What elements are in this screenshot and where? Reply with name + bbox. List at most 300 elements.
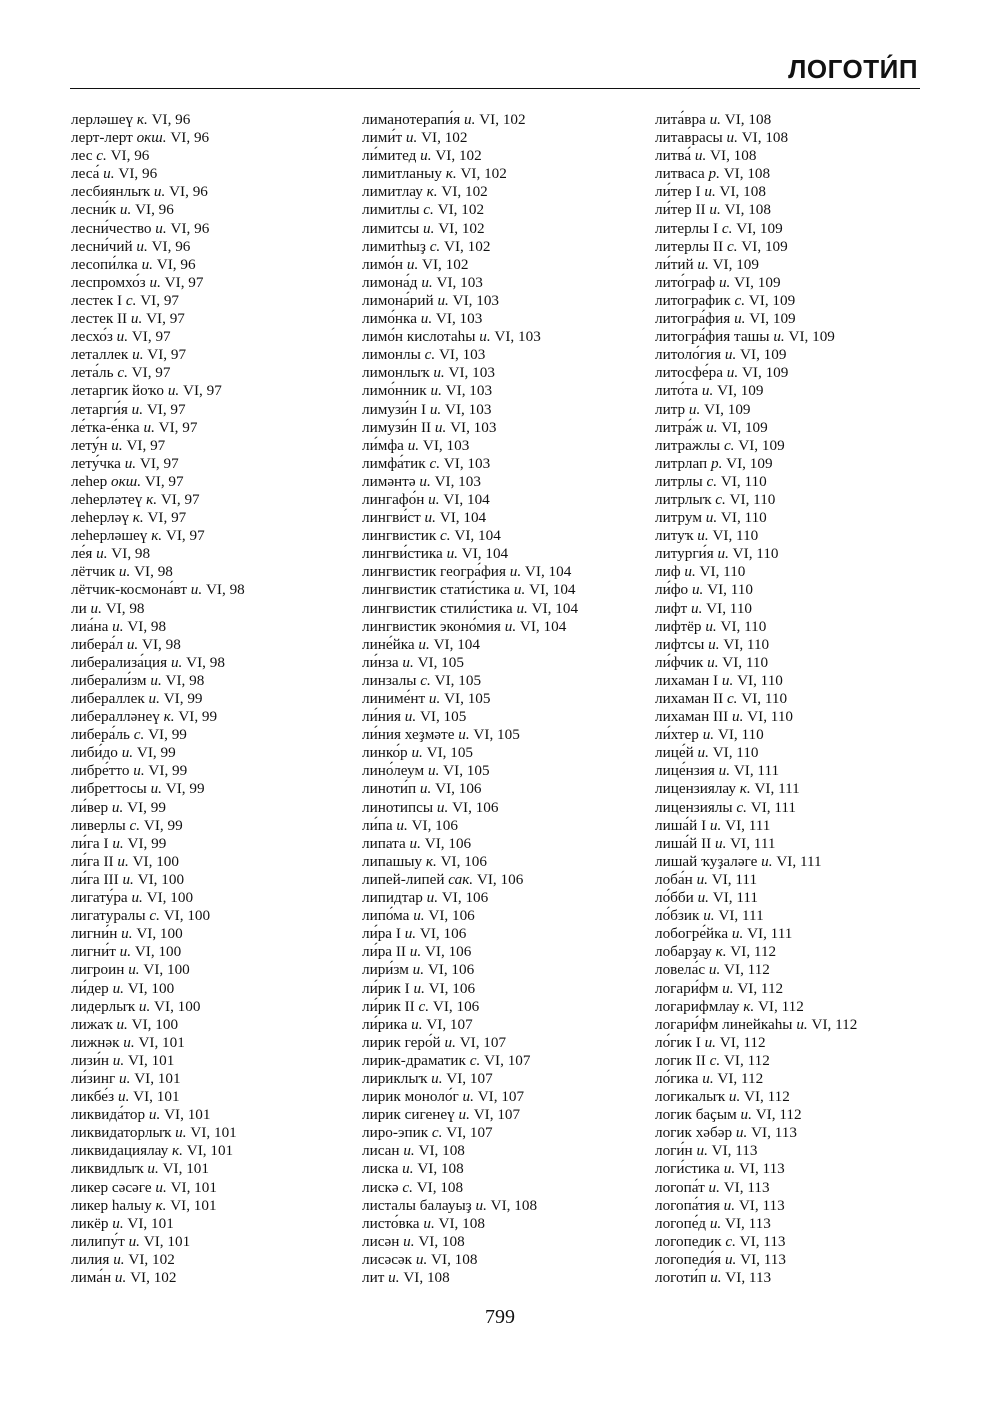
entry-ref: VI, 110 [720, 472, 767, 490]
entry-word: логопеди́я [655, 1250, 722, 1268]
index-entry [362, 618, 578, 636]
entry-ref: VI, 108 [418, 1232, 465, 1250]
index-entry [71, 889, 245, 907]
entry-pos: и. [423, 1214, 435, 1232]
index-entry [71, 871, 245, 889]
entry-word: ловела́с [655, 961, 706, 979]
index-entry [71, 455, 245, 473]
entry-word: лингвистик стати́стика [362, 581, 511, 599]
entry-pos: и. [702, 1069, 714, 1087]
entry-ref: VI, 109 [749, 310, 796, 328]
entry-pos: и. [694, 147, 707, 165]
index-entry [71, 1215, 245, 1233]
entry-pos: и. [724, 1250, 737, 1268]
entry-pos: и. [112, 1214, 124, 1232]
entry-pos: и. [420, 147, 432, 165]
entry-word: линко́р [362, 744, 408, 762]
entry-pos: с. [726, 237, 738, 255]
index-entry [71, 419, 245, 437]
entry-word: либреттосы [71, 780, 147, 798]
index-entry [655, 437, 857, 455]
entry-pos: и. [731, 708, 744, 726]
entry-ref: VI, 100 [136, 925, 183, 943]
entry-ref: VI, 104 [454, 527, 501, 545]
entry-ref: VI, 101 [127, 1214, 174, 1232]
entry-word: лимитлы [362, 201, 420, 219]
entry-word: логик хәбәр [655, 1124, 733, 1142]
index-entry [362, 310, 578, 328]
index-entry [655, 672, 857, 690]
index-entry [362, 762, 578, 780]
index-entry [655, 165, 857, 183]
entry-word: линиме́нт [362, 690, 426, 707]
entry-ref: VI, 99 [148, 726, 187, 744]
index-entry [71, 238, 245, 256]
entry-word: логоти́п [655, 1269, 707, 1286]
entry-ref: VI, 101 [133, 1088, 180, 1106]
entry-ref: VI, 98 [111, 545, 151, 563]
entry-word: лито́та [655, 382, 699, 400]
entry-pos: и. [123, 1033, 135, 1051]
entry-pos: и. [175, 1124, 187, 1142]
entry-pos: с. [420, 671, 431, 689]
entry-pos: и. [513, 581, 526, 599]
entry-word: либре́тто [71, 762, 130, 780]
entry-ref: VI, 100 [134, 943, 182, 961]
entry-pos: и. [458, 726, 470, 744]
entry-ref: VI, 106 [428, 907, 475, 925]
index-entry [362, 401, 578, 419]
entry-pos: с. [736, 798, 747, 816]
entry-ref: VI, 113 [751, 1124, 797, 1142]
entry-pos: и. [761, 852, 773, 870]
entry-pos: сак. [448, 870, 474, 888]
entry-pos: и. [734, 310, 746, 328]
entry-pos: и. [170, 653, 183, 671]
entry-pos: и. [697, 889, 709, 907]
entry-ref: VI, 110 [720, 509, 767, 527]
entry-ref: VI, 111 [776, 852, 822, 870]
entry-pos: и. [419, 472, 431, 490]
index-entry [362, 799, 578, 817]
entry-word: лими́т [362, 129, 403, 147]
entry-ref: VI, 108 [490, 1196, 538, 1214]
index-entry [362, 943, 578, 961]
entry-pos: и. [707, 653, 719, 671]
entry-word: ли́тер II [655, 201, 706, 219]
index-entry [655, 1106, 857, 1124]
entry-word: ли́га I [71, 834, 109, 852]
index-entry [362, 1034, 578, 1052]
entry-pos: и. [710, 1269, 722, 1286]
entry-ref: VI, 97 [147, 509, 187, 527]
entry-word: лихаман II [655, 690, 724, 707]
entry-word: лита́вра [655, 111, 706, 128]
entry-ref: VI, 101 [186, 1142, 234, 1160]
entry-pos: и. [726, 364, 739, 382]
index-entry [362, 835, 578, 853]
entry-pos: р. [710, 454, 723, 472]
entry-word: лесни́чество [71, 219, 152, 237]
index-entry [655, 346, 857, 364]
entry-ref: VI, 108 [719, 183, 766, 201]
entry-ref: VI, 99 [178, 708, 218, 726]
entry-word: лерт-лерт [71, 129, 133, 147]
entry-pos: и. [153, 183, 166, 201]
entry-pos: и. [167, 382, 180, 400]
entry-pos: и. [426, 889, 439, 907]
entry-pos: и. [462, 1088, 474, 1106]
entry-pos: и. [434, 418, 447, 436]
entry-pos: и. [413, 979, 425, 997]
index-entry [655, 980, 857, 998]
index-entry [71, 1124, 245, 1142]
index-entry [71, 473, 245, 491]
index-entry [362, 527, 578, 545]
index-entry [71, 1179, 245, 1197]
entry-ref: VI, 109 [726, 454, 773, 472]
index-entry [362, 1197, 578, 1215]
index-entry [362, 419, 578, 437]
entry-word: литва́ [655, 147, 692, 165]
index-entry [71, 1070, 245, 1088]
entry-pos: и. [446, 545, 458, 563]
index-entry [655, 1160, 857, 1178]
index-entry [362, 817, 578, 835]
entry-pos: с. [440, 527, 451, 545]
index-entry [362, 473, 578, 491]
entry-word: логопедик [655, 1232, 722, 1250]
entry-word: ли́нза [362, 653, 399, 671]
index-entry [71, 654, 245, 672]
entry-word: лингви́ст [362, 509, 421, 527]
entry-ref: VI, 103 [435, 310, 483, 328]
entry-ref: VI, 96 [118, 165, 158, 183]
entry-pos: и. [138, 997, 151, 1015]
index-entry [362, 382, 578, 400]
entry-word: лице́нзия [655, 762, 715, 780]
entry-pos: и. [402, 653, 414, 671]
entry-word: логик II [655, 1051, 706, 1069]
index-entry [71, 817, 245, 835]
entry-word: лириклыҡ [362, 1069, 428, 1087]
index-entry [71, 980, 245, 998]
index-entry [71, 111, 245, 129]
entry-ref: VI, 102 [460, 165, 507, 183]
entry-word: лигни́н [71, 925, 118, 943]
entry-ref: VI, 108 [418, 1142, 465, 1160]
index-entry [362, 925, 578, 943]
index-entry [655, 1197, 857, 1215]
entry-ref: VI, 103 [450, 418, 497, 436]
entry-word: логари́фм [655, 979, 719, 997]
index-entry [655, 925, 857, 943]
entry-word: лесни́к [71, 201, 117, 219]
entry-ref: VI, 106 [440, 852, 487, 870]
index-entry [362, 129, 578, 147]
entry-ref: VI, 110 [732, 545, 779, 563]
entry-pos: и. [411, 744, 423, 762]
index-entry [655, 853, 857, 871]
entry-pos: и. [412, 961, 425, 979]
entry-word: леһер [71, 472, 108, 490]
entry-pos: с. [402, 1178, 413, 1196]
index-entry [71, 1034, 245, 1052]
entry-pos: окш. [111, 472, 142, 490]
index-entry [362, 455, 578, 473]
index-entry [362, 346, 578, 364]
entry-ref: VI, 98 [105, 599, 145, 617]
entry-pos: и. [136, 237, 148, 255]
index-entry [655, 310, 857, 328]
entry-ref: VI, 106 [427, 961, 475, 979]
entry-word: лилия [71, 1250, 110, 1268]
index-entry [655, 780, 857, 798]
entry-pos: и. [796, 1015, 808, 1033]
entry-ref: VI, 103 [436, 273, 483, 291]
entry-ref: VI, 110 [723, 635, 770, 653]
entry-word: литерлы I [655, 219, 719, 237]
entry-ref: VI, 105 [443, 762, 490, 780]
entry-ref: VI, 112 [744, 1088, 790, 1106]
index-entry [655, 129, 857, 147]
entry-word: лиф [655, 563, 681, 581]
index-entry [71, 328, 245, 346]
entry-word: лету́чка [71, 454, 121, 472]
index-entry [71, 509, 245, 527]
entry-word: лимәнтә [362, 472, 416, 490]
entry-pos: и. [409, 943, 422, 961]
entry-pos: и. [717, 545, 729, 563]
entry-ref: VI, 110 [722, 653, 769, 671]
entry-ref: VI, 108 [403, 1269, 450, 1286]
entry-word: лоба́н [655, 870, 693, 888]
index-entry [71, 581, 245, 599]
index-entry [362, 364, 578, 382]
index-entry [655, 1233, 857, 1251]
entry-pos: и. [428, 690, 441, 707]
entry-word: ли́ра I [362, 925, 401, 943]
entry-pos: и. [691, 581, 704, 599]
entry-ref: VI, 103 [445, 400, 492, 418]
index-entry [362, 220, 578, 238]
index-entry [71, 780, 245, 798]
entry-word: лицензиялау [655, 780, 736, 798]
entry-ref: VI, 100 [154, 997, 201, 1015]
entry-pos: и. [504, 617, 517, 635]
entry-ref: VI, 113 [725, 1214, 771, 1232]
entry-pos: и. [147, 1160, 159, 1178]
entry-ref: VI, 104 [519, 617, 567, 635]
entry-word: ли́тер I [655, 183, 701, 201]
entry-word: леталлек [71, 346, 129, 364]
entry-pos: и. [130, 310, 143, 328]
entry-ref: VI, 100 [146, 889, 194, 907]
entry-pos: и. [475, 1196, 487, 1214]
index-entry [71, 1142, 245, 1160]
entry-pos: с. [117, 364, 128, 382]
index-entry [655, 147, 857, 165]
index-entry [655, 1142, 857, 1160]
entry-word: лирик-драматик [362, 1051, 466, 1069]
index-entry [71, 183, 245, 201]
entry-word: лифтёр [655, 617, 702, 635]
entry-ref: VI, 99 [143, 816, 183, 834]
index-entry [655, 1251, 857, 1269]
entry-pos: и. [722, 979, 734, 997]
entry-word: лицензиялы [655, 798, 733, 816]
index-entry [362, 1142, 578, 1160]
index-entry [362, 690, 578, 708]
entry-pos: и. [714, 834, 727, 852]
index-entry [71, 310, 245, 328]
entry-pos: и. [420, 310, 433, 328]
entry-ref: VI, 111 [747, 925, 793, 943]
entry-pos: и. [132, 346, 144, 364]
entry-ref: VI, 102 [435, 147, 482, 165]
index-entry [362, 147, 578, 165]
entry-pos: и. [413, 907, 425, 925]
entry-word: ло́гик I [655, 1033, 701, 1051]
entry-ref: VI, 111 [750, 798, 797, 816]
entry-ref: VI, 99 [127, 834, 167, 852]
index-entry [362, 1070, 578, 1088]
entry-word: логопе́д [655, 1214, 707, 1232]
entry-word: летарги́я [71, 400, 128, 418]
entry-word: логи́стика [655, 1160, 720, 1178]
entry-pos: с. [418, 997, 430, 1015]
entry-pos: и. [430, 382, 442, 400]
entry-word: литоло́гия [655, 346, 722, 364]
entry-word: лиша́й I [655, 816, 707, 834]
index-entry [655, 183, 857, 201]
entry-pos: с. [725, 1232, 736, 1250]
entry-ref: VI, 104 [433, 635, 480, 653]
index-entry [362, 165, 578, 183]
entry-word: ли́ния хеҙмәте [362, 726, 455, 744]
entry-pos: и. [723, 1160, 736, 1178]
entry-pos: и. [111, 436, 123, 454]
entry-pos: и. [702, 726, 715, 744]
entry-ref: VI, 111 [754, 780, 800, 798]
index-entry [362, 654, 578, 672]
entry-ref: VI, 105 [434, 671, 482, 689]
entry-word: листалы балауыҙ [362, 1196, 472, 1214]
entry-pos: и. [131, 400, 144, 418]
page-number: 799 [485, 1306, 515, 1328]
index-entry [362, 1160, 578, 1178]
entry-pos: и. [190, 581, 203, 599]
entry-pos: к. [163, 708, 175, 726]
entry-word: логари́фм линейкаһы [655, 1015, 793, 1033]
entry-ref: VI, 111 [711, 870, 758, 888]
entry-ref: VI, 112 [737, 979, 784, 997]
index-entry [71, 618, 245, 636]
entry-pos: к. [136, 111, 148, 128]
index-entry [655, 654, 857, 672]
entry-ref: VI, 97 [139, 454, 179, 472]
index-entry [71, 925, 245, 943]
entry-pos: и. [697, 527, 709, 545]
entry-ref: VI, 104 [531, 599, 579, 617]
entry-word: линоти́п [362, 780, 417, 798]
entry-pos: и. [718, 273, 731, 291]
entry-ref: VI, 106 [476, 870, 524, 888]
index-entry [655, 1179, 857, 1197]
entry-word: ли́рик II [362, 997, 415, 1015]
entry-word: лит [362, 1269, 385, 1286]
index-entry [362, 491, 578, 509]
entry-ref: VI, 112 [724, 961, 770, 979]
entry-pos: и. [458, 1106, 470, 1124]
entry-word: логи́н [655, 1142, 693, 1160]
entry-word: леһерләтеү [71, 490, 143, 508]
entry-ref: VI, 96 [151, 111, 191, 128]
entry-ref: VI, 103 [443, 454, 491, 472]
entry-ref: VI, 109 [738, 436, 785, 454]
entry-word: лесбиянлыҡ [71, 183, 151, 201]
entry-pos: и. [724, 346, 737, 364]
entry-pos: и. [709, 1214, 722, 1232]
index-entry [362, 1106, 578, 1124]
entry-pos: с. [96, 147, 107, 165]
index-column-2 [362, 111, 578, 1287]
index-entry [71, 274, 245, 292]
index-entry [362, 1016, 578, 1034]
entry-ref: VI, 96 [151, 237, 191, 255]
entry-pos: и. [479, 328, 491, 346]
index-entry [362, 907, 578, 925]
entry-ref: VI, 101 [170, 1178, 217, 1196]
index-entry [655, 581, 857, 599]
entry-pos: и. [424, 509, 436, 527]
entry-pos: и. [704, 1033, 716, 1051]
entry-pos: и. [427, 762, 440, 780]
index-entry [362, 274, 578, 292]
entry-word: лестек I [71, 291, 123, 309]
entry-pos: и. [403, 1142, 415, 1160]
entry-word: лиска [362, 1160, 399, 1178]
entry-word: леһерләшеү [71, 527, 148, 545]
entry-pos: к. [445, 165, 457, 183]
entry-pos: и. [409, 834, 421, 852]
entry-pos: и. [709, 111, 721, 128]
entry-ref: VI, 96 [169, 183, 208, 201]
index-entry [362, 961, 578, 979]
entry-ref: VI, 109 [788, 328, 835, 346]
entry-word: литражлы [655, 436, 721, 454]
index-entry [71, 1016, 245, 1034]
entry-ref: VI, 101 [143, 1232, 191, 1250]
entry-ref: VI, 102 [479, 111, 526, 128]
entry-pos: с. [469, 1051, 481, 1069]
index-entry [71, 853, 245, 871]
index-entry [655, 527, 857, 545]
entry-ref: VI, 102 [438, 219, 485, 237]
entry-word: литрлыҡ [655, 490, 712, 508]
entry-word: либераллек [71, 690, 145, 707]
entry-word: литра́ж [655, 418, 703, 436]
entry-ref: VI, 99 [127, 798, 166, 816]
entry-pos: и. [690, 599, 703, 617]
entry-pos: к. [426, 183, 438, 201]
entry-ref: VI, 103 [434, 472, 481, 490]
entry-ref: VI, 101 [138, 1033, 185, 1051]
entry-word: лес [71, 147, 93, 165]
index-entry [655, 491, 857, 509]
entry-ref: VI, 100 [132, 852, 179, 870]
index-entry [71, 527, 245, 545]
